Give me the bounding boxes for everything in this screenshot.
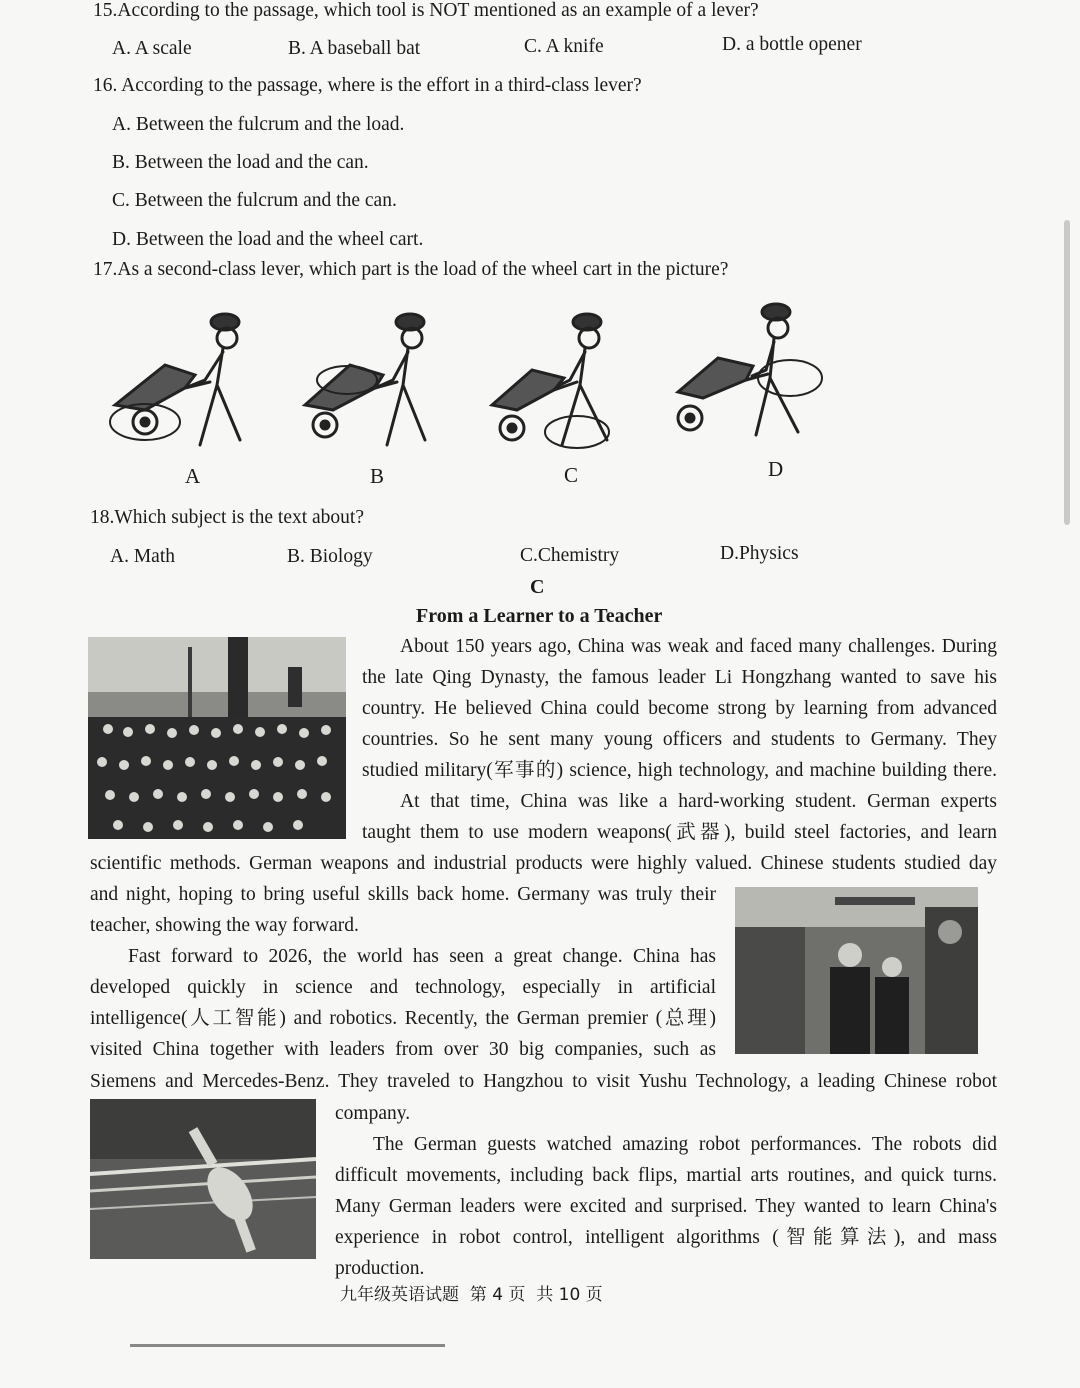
premier-visit-photo <box>735 887 978 1054</box>
q15-option-c: C. A knife <box>524 36 604 57</box>
scrollbar[interactable] <box>1064 220 1070 525</box>
passage-line: scientific methods. German weapons and industrial products were highly valued. Chinese students studied day <box>90 853 997 874</box>
passage-line: Many German leaders were excited and surprised. They wanted to learn China's <box>335 1196 997 1217</box>
q15-option-b: B. A baseball bat <box>288 38 421 59</box>
page-footer: 九年级英语试题 第 4 页 共 10 页 <box>340 1285 603 1305</box>
passage-line: countries. So he sent many young officers and students to Germany. They <box>362 729 997 750</box>
q17-question: 17.As a second-class lever, which part is the load of the wheel cart in the picture? <box>93 259 729 280</box>
passage-line: country. He believed China could become strong by learning from advanced <box>362 698 997 719</box>
q18-option-c: C.Chemistry <box>520 545 620 566</box>
figure-label-b: B <box>370 464 385 488</box>
q16-option-b: B. Between the load and the can. <box>112 152 369 173</box>
q18-question: 18.Which subject is the text about? <box>90 507 365 528</box>
q15-option-a: A. A scale <box>112 38 192 59</box>
q18-option-d: D.Physics <box>720 543 799 564</box>
figure-label-a: A <box>185 464 201 488</box>
passage-line: developed quickly in science and technology, especially in artificial <box>90 977 716 998</box>
q15-option-d: D. a bottle opener <box>722 34 862 55</box>
passage-line: experience in robot control, intelligent algorithms (智能算法), and mass <box>335 1227 997 1248</box>
q16-option-a: A. Between the fulcrum and the load. <box>112 114 405 135</box>
q16-question: 16. According to the passage, where is the effort in a third-class lever? <box>93 75 642 96</box>
passage-line: company. <box>335 1103 411 1124</box>
historical-group-photo <box>88 637 346 839</box>
passage-paragraph-3 <box>90 879 716 1065</box>
passage-line: The German guests watched amazing robot performances. The robots did <box>373 1134 997 1155</box>
wheelbarrow-figure-a <box>105 310 275 455</box>
figure-label-d: D <box>768 457 784 481</box>
wheelbarrow-figure-b <box>295 310 465 455</box>
robot-flip-photo <box>90 1099 316 1259</box>
passage-title: From a Learner to a Teacher <box>416 605 663 627</box>
passage-paragraph-2-full <box>90 848 997 879</box>
figure-label-c: C <box>564 463 579 487</box>
passage-line: About 150 years ago, China was weak and faced many challenges. During <box>400 636 997 657</box>
passage-line: difficult movements, including back flips, martial arts routines, and quick turns. <box>335 1165 997 1186</box>
q16-option-d: D. Between the load and the wheel cart. <box>112 229 424 250</box>
passage-line: and night, hoping to bring useful skills back home. Germany was truly their <box>90 884 716 905</box>
passage-line: At that time, China was like a hard-working student. German experts <box>400 791 997 812</box>
passage-line: the late Qing Dynasty, the famous leader Li Hongzhang wanted to save his <box>362 667 997 688</box>
passage-line: production. <box>335 1258 425 1279</box>
passage-paragraph-1 <box>362 631 997 848</box>
passage-paragraph-4 <box>335 1098 997 1284</box>
passage-line: intelligence(人工智能) and robotics. Recently, the German premier (总理) <box>90 1008 716 1029</box>
passage-line: visited China together with leaders from over 30 big companies, such as <box>90 1039 716 1060</box>
passage-line: studied military(军事的) science, high technology, and machine building there. <box>362 760 997 781</box>
section-letter: C <box>530 576 545 598</box>
q16-option-c: C. Between the fulcrum and the can. <box>112 190 397 211</box>
passage-line: teacher, showing the way forward. <box>90 915 359 936</box>
wheelbarrow-figure-d <box>668 300 838 445</box>
passage-line: Siemens and Mercedes-Benz. They traveled to Hangzhou to visit Yushu Technology, a leading Chinese robot <box>90 1071 997 1092</box>
passage-line: Fast forward to 2026, the world has seen a great change. China has <box>128 946 716 967</box>
wheelbarrow-figure-c <box>482 310 652 455</box>
q18-option-a: A. Math <box>110 546 175 567</box>
bottom-rule <box>130 1344 445 1347</box>
passage-paragraph-3-full <box>90 1066 997 1097</box>
passage-line: taught them to use modern weapons(武器), build steel factories, and learn <box>362 822 997 843</box>
q15-question: 15.According to the passage, which tool is NOT mentioned as an example of a lever? <box>93 0 759 21</box>
q18-option-b: B. Biology <box>287 546 373 567</box>
